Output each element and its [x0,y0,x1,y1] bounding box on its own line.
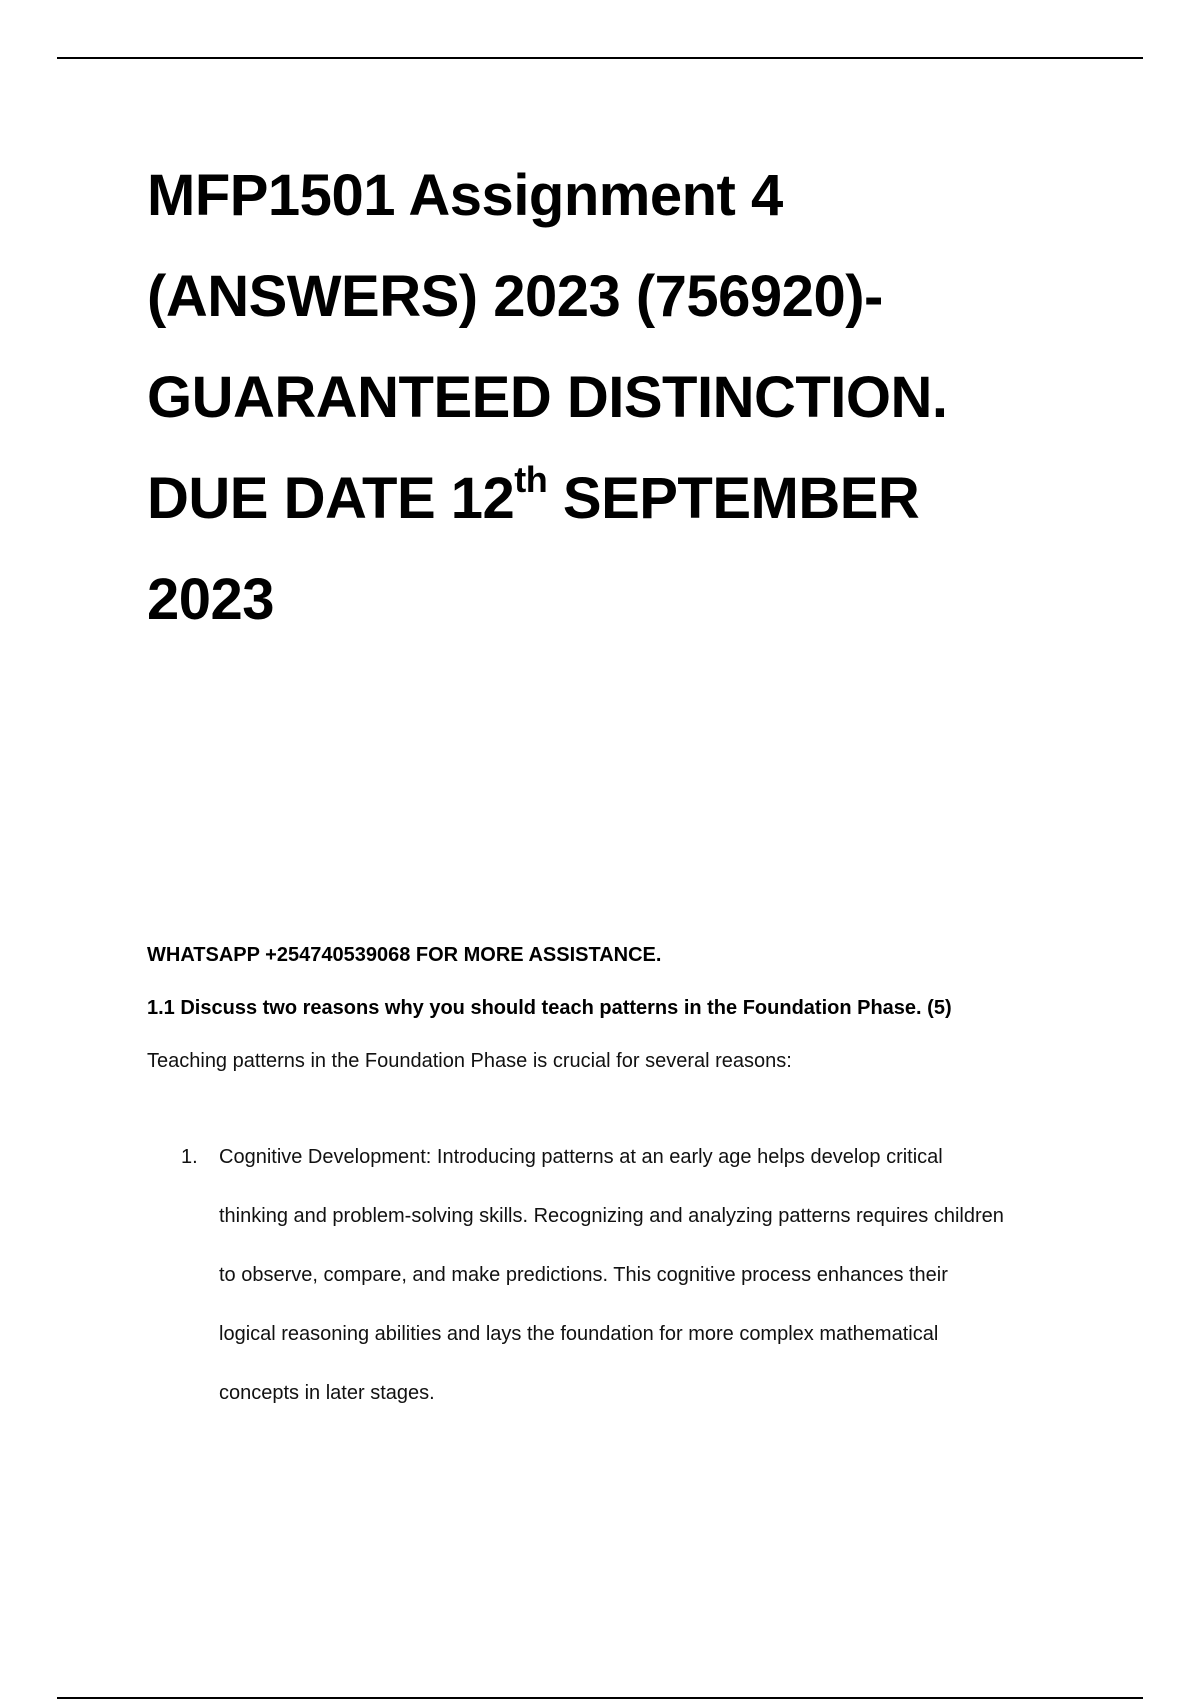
list-item-line: Cognitive Development: Introducing patterns at an early age helps develop critical [219,1146,943,1168]
due-year-line: 2023 [147,567,275,632]
list-item-line: concepts in later stages. [219,1382,435,1404]
list-item-line: thinking and problem-solving skills. Recognizing and analyzing patterns requires children [219,1205,1004,1227]
top-rule [57,57,1143,59]
contact-line: WHATSAPP +254740539068 FOR MORE ASSISTANCE. [147,944,662,966]
due-date-ordinal: th [514,458,548,500]
due-date-suffix: SEPTEMBER [547,466,920,531]
question-heading: 1.1 Discuss two reasons why you should teach patterns in the Foundation Phase. (5) [147,997,952,1019]
intro-paragraph: Teaching patterns in the Foundation Phase is crucial for several reasons: [147,1050,792,1072]
list-item-line: to observe, compare, and make predictions. This cognitive process enhances their [219,1264,948,1286]
list-item-number: 1. [181,1146,198,1168]
bottom-rule [57,1697,1143,1699]
document-title [147,145,1107,650]
list-item-line: logical reasoning abilities and lays the foundation for more complex mathematical [219,1323,939,1345]
answer-list [147,1128,1097,1423]
list-item [147,1128,1097,1423]
title-line-1: MFP1501 Assignment 4 [147,163,783,228]
due-date-prefix: DUE DATE 12 [147,466,515,531]
due-date-line [147,448,1107,549]
title-line-3: GUARANTEED DISTINCTION. [147,365,948,430]
title-line-2: (ANSWERS) 2023 (756920)- [147,264,883,329]
